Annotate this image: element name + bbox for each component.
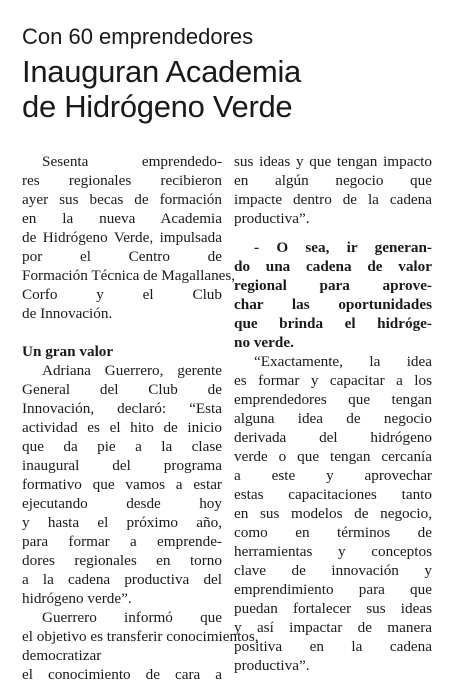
body-line: Guerrero informó que — [42, 609, 222, 626]
body-line: Formación Técnica de Magallanes, — [22, 267, 236, 284]
body-line: emprendimiento para que — [234, 581, 432, 598]
body-line: democratizar — [22, 647, 102, 664]
question-line: que brinda el hidróge- — [234, 315, 432, 332]
body-line: por el Centro de — [22, 248, 222, 265]
question-line: regional para aprove- — [234, 277, 432, 294]
body-line: “Exactamente, la idea — [254, 353, 432, 370]
question-line: - O sea, ir generan- — [254, 239, 432, 256]
question-line: no verde. — [234, 334, 294, 351]
body-line: productiva”. — [234, 657, 310, 674]
headline — [22, 54, 432, 124]
body-line: puedan fortalecer sus ideas — [234, 600, 432, 617]
question-line: char las oportunidades — [234, 296, 432, 313]
body-line: en la nueva Academia — [22, 210, 222, 227]
body-line: sus ideas y que tengan impacto — [234, 153, 432, 170]
body-line: en algún negocio que — [234, 172, 432, 189]
body-line: y hasta el próximo año, — [22, 514, 222, 531]
body-line: para formar a emprende- — [22, 533, 222, 550]
body-line: derivada del hidrógeno — [234, 429, 432, 446]
body-line: herramientas y conceptos — [234, 543, 432, 560]
body-line: Adriana Guerrero, gerente — [42, 362, 222, 379]
spacer — [22, 323, 222, 342]
body-line: verde o que tengan cercanía — [234, 448, 432, 465]
left-column — [22, 152, 259, 684]
body-line: a la cadena productiva del — [22, 571, 222, 588]
body-line: es formar y capacitar a los — [234, 372, 432, 389]
body-line: como en términos de — [234, 524, 432, 541]
headline-line: Inauguran Academia — [22, 54, 301, 89]
body-line: res regionales recibieron — [22, 172, 222, 189]
body-line: impacte dentro de la cadena — [234, 191, 432, 208]
body-line: ayer sus becas de formación — [22, 191, 222, 208]
body-line: General del Club de — [22, 381, 222, 398]
body-line: actividad es el hito de inicio — [22, 419, 222, 436]
subhead: Un gran valor — [22, 343, 114, 360]
body-line: que da pie a la clase — [22, 438, 222, 455]
body-line: estas capacitaciones tanto — [234, 486, 432, 503]
body-line: emprendedores que tengan — [234, 391, 432, 408]
body-line: de Hidrógeno Verde, impulsada — [22, 229, 222, 246]
body-line: clave de innovación y — [234, 562, 432, 579]
right-column — [234, 152, 432, 675]
kicker: Con 60 emprendedores — [22, 24, 254, 49]
body-line: de Innovación. — [22, 305, 113, 322]
body-line: Corfo y el Club — [22, 286, 222, 303]
body-line: Sesenta emprendedo- — [42, 153, 222, 170]
body-line: dores regionales en torno — [22, 552, 222, 569]
question-line: do una cadena de valor — [234, 258, 432, 275]
body-line: formativo que vamos a estar — [22, 476, 222, 493]
body-line: positiva en la cadena — [234, 638, 432, 655]
body-line: y así impactar de manera — [234, 619, 432, 636]
body-line: hidrógeno verde”. — [22, 590, 132, 607]
body-line: ejecutando desde hoy — [22, 495, 222, 512]
body-line: productiva”. — [234, 210, 310, 227]
headline-line: de Hidrógeno Verde — [22, 89, 293, 124]
body-line: en sus modelos de negocio, — [234, 505, 432, 522]
body-line: alguna idea de negocio — [234, 410, 432, 427]
body-line: inaugural del programa — [22, 457, 222, 474]
body-line: a este y aprovechar — [234, 467, 432, 484]
body-line: Innovación, declaró: “Esta — [22, 400, 222, 417]
spacer — [234, 228, 432, 238]
body-line: el conocimiento de cara a — [22, 666, 222, 683]
body-line: el objetivo es transferir conocimientos, — [22, 628, 259, 645]
